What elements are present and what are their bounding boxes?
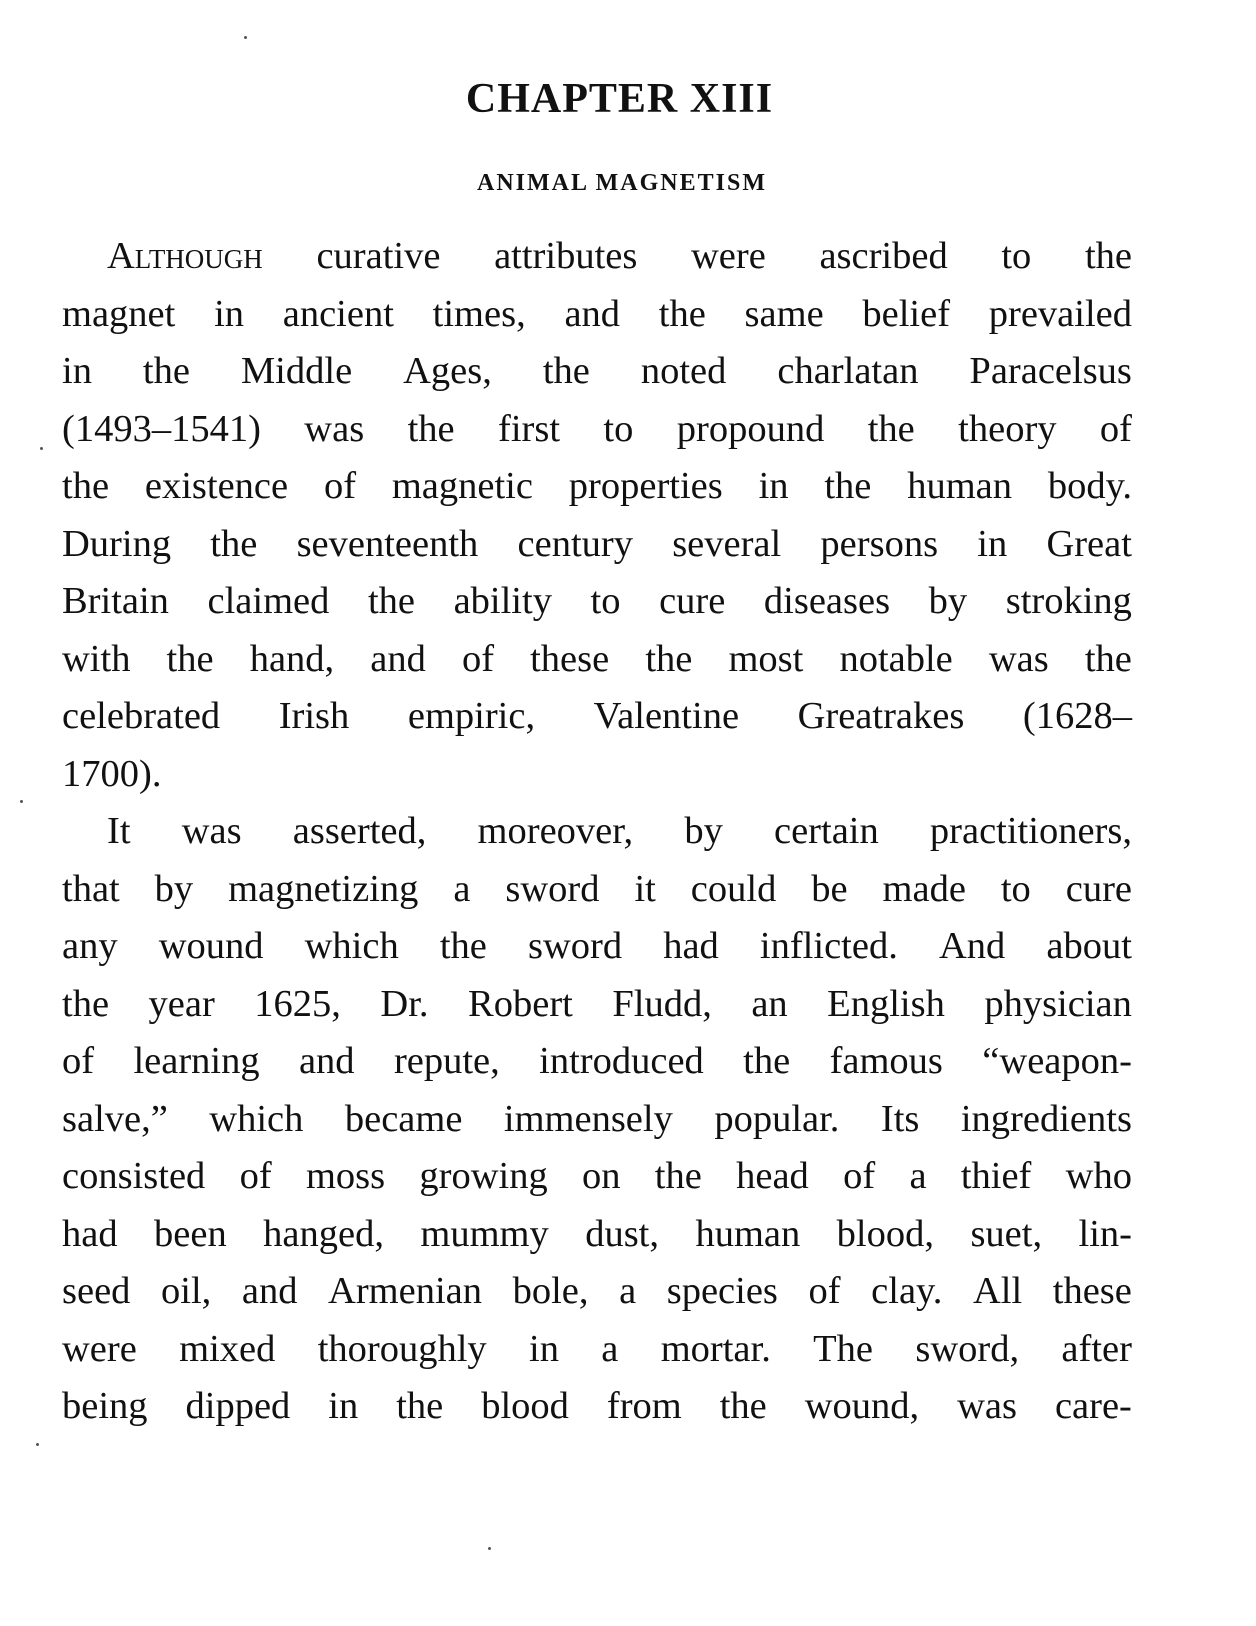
word: head <box>736 1155 809 1197</box>
word: Fludd, <box>612 982 712 1025</box>
word: first <box>498 407 561 450</box>
word: that <box>62 867 120 910</box>
word: dust, <box>585 1212 659 1255</box>
word: by <box>684 810 723 852</box>
word: most <box>728 637 804 680</box>
text-line <box>62 1321 1132 1379</box>
paragraph-1 <box>62 228 1132 803</box>
word: of <box>461 637 495 680</box>
word: magnetizing <box>228 867 419 910</box>
text-line <box>62 688 1132 746</box>
word: the <box>1084 637 1132 680</box>
word: these <box>530 637 610 680</box>
word: the <box>62 982 110 1025</box>
word: from <box>606 1385 682 1427</box>
word: English <box>827 982 945 1025</box>
book-page <box>62 70 1132 1436</box>
word: diseases <box>763 580 891 622</box>
word: the <box>407 407 455 450</box>
text-line <box>62 803 1132 861</box>
word: was <box>181 810 242 852</box>
text-line <box>62 401 1132 459</box>
word: blood <box>481 1385 569 1427</box>
word: human <box>695 1212 801 1255</box>
word: was <box>957 1385 1017 1427</box>
word: sword, <box>915 1327 1020 1370</box>
word: a <box>619 1270 637 1312</box>
word: the <box>166 637 214 680</box>
text-line <box>62 1206 1132 1264</box>
word: popular. <box>714 1097 840 1140</box>
word: During <box>62 522 172 565</box>
word: about <box>1046 925 1132 967</box>
word: to <box>1001 235 1032 277</box>
word: certain <box>774 810 879 852</box>
word: in <box>977 522 1008 565</box>
word: the <box>142 350 190 392</box>
word: of <box>808 1270 841 1312</box>
word: the <box>367 580 415 622</box>
word: famous <box>829 1040 943 1082</box>
word: which <box>209 1097 304 1140</box>
word: thief <box>960 1155 1032 1197</box>
chapter-title: CHAPTER XIII <box>465 76 774 122</box>
word: of <box>239 1155 272 1197</box>
word: charlatan <box>777 350 919 392</box>
word: and <box>370 637 426 680</box>
word: Irish <box>278 695 350 737</box>
word: wound <box>158 925 264 967</box>
word: of <box>62 1040 95 1082</box>
word: the <box>542 350 590 392</box>
chapter-body <box>62 228 1132 1436</box>
text-line <box>62 516 1132 574</box>
word: and <box>241 1270 298 1312</box>
word: after <box>1061 1327 1132 1370</box>
word: ability <box>453 580 552 622</box>
word: claimed <box>207 580 330 622</box>
word: Although <box>107 235 263 277</box>
word: been <box>154 1212 227 1255</box>
word: the <box>396 1385 444 1427</box>
word: mixed <box>179 1327 276 1370</box>
word: in <box>214 292 245 335</box>
word: Great <box>1046 522 1132 565</box>
word: Its <box>880 1097 920 1140</box>
word: to <box>1000 867 1031 910</box>
word: The <box>813 1327 874 1370</box>
word: ascribed <box>819 235 948 277</box>
word: dipped <box>185 1385 291 1427</box>
word: the <box>719 1385 767 1427</box>
word: by <box>154 867 194 910</box>
word: of <box>843 1155 876 1197</box>
text-line <box>62 343 1132 401</box>
word: was <box>304 407 365 450</box>
word: mummy <box>420 1212 549 1255</box>
word: the <box>210 522 258 565</box>
word: the <box>645 637 693 680</box>
word: attributes <box>494 235 638 277</box>
text-line <box>62 1378 1132 1436</box>
word: celebrated <box>62 695 221 737</box>
word: lin- <box>1078 1212 1132 1255</box>
word: had <box>62 1212 118 1255</box>
word: the <box>1084 235 1132 277</box>
word: being <box>62 1385 148 1427</box>
word: physician <box>984 982 1132 1025</box>
word: a <box>453 867 471 910</box>
word: Paracelsus <box>969 350 1132 392</box>
word: Middle <box>240 350 353 392</box>
word: with <box>62 637 131 680</box>
word: suet, <box>970 1212 1043 1255</box>
word: stroking <box>1005 580 1132 622</box>
word: which <box>304 925 399 967</box>
word: made <box>882 867 966 910</box>
word: theory <box>958 407 1057 450</box>
word: noted <box>640 350 727 392</box>
word: “weapon- <box>982 1040 1132 1082</box>
word: any <box>62 925 118 967</box>
word: human <box>907 465 1013 507</box>
word: propound <box>676 407 825 450</box>
scan-speck <box>20 800 23 803</box>
word: properties <box>568 465 723 507</box>
word: learning <box>133 1040 260 1082</box>
word: were <box>691 235 766 277</box>
word: mortar. <box>660 1327 771 1370</box>
word: growing <box>419 1155 548 1197</box>
word: empiric, <box>407 695 536 737</box>
word: moss <box>305 1155 386 1197</box>
word: hanged, <box>263 1212 384 1255</box>
word: century <box>517 522 633 565</box>
word: sword <box>527 925 623 967</box>
paragraph-2 <box>62 803 1132 1436</box>
word: and <box>564 292 621 335</box>
text-line <box>62 1091 1132 1149</box>
word: All <box>972 1270 1023 1312</box>
word: inflicted. <box>759 925 898 967</box>
word: Robert <box>468 982 573 1025</box>
word: existence <box>144 465 289 507</box>
chapter-subtitle: ANIMAL MAGNETISM <box>476 170 767 196</box>
word: curative <box>316 235 441 277</box>
word: on <box>582 1155 621 1197</box>
word: ancient <box>282 292 394 335</box>
word: persons <box>820 522 939 565</box>
word: of <box>323 465 357 507</box>
word: immensely <box>503 1097 673 1140</box>
word: salve,” <box>62 1097 168 1140</box>
word: the <box>654 1155 702 1197</box>
word: could <box>690 867 777 910</box>
scan-speck <box>488 1547 491 1550</box>
word: belief <box>862 292 951 335</box>
scan-speck <box>244 36 247 39</box>
word: year <box>148 982 215 1025</box>
word: the <box>824 465 872 507</box>
word: Valentine <box>593 695 740 737</box>
word: thoroughly <box>317 1327 487 1370</box>
word: asserted, <box>292 810 427 852</box>
word: blood, <box>836 1212 934 1255</box>
word: the <box>867 407 915 450</box>
text-line <box>62 746 1132 804</box>
scan-speck <box>36 1443 39 1446</box>
word: Ages, <box>403 350 492 392</box>
text-line <box>62 458 1132 516</box>
word: and <box>298 1040 355 1082</box>
scan-speck <box>40 447 43 450</box>
word: to <box>603 407 634 450</box>
word: the <box>439 925 487 967</box>
word: became <box>344 1097 463 1140</box>
word: ingredients <box>960 1097 1132 1140</box>
word: Greatrakes <box>797 695 965 737</box>
word: care- <box>1054 1385 1132 1427</box>
text-line <box>62 1263 1132 1321</box>
word: a <box>601 1327 619 1370</box>
word: practitioners, <box>929 810 1132 852</box>
word: it <box>634 867 656 910</box>
word: species <box>666 1270 778 1312</box>
text-line <box>62 228 1132 286</box>
text-line <box>62 861 1132 919</box>
word: magnet <box>62 292 176 335</box>
word: bole, <box>512 1270 589 1312</box>
text-line <box>62 976 1132 1034</box>
word: magnetic <box>391 465 533 507</box>
word: to <box>590 580 621 622</box>
word: Britain <box>62 580 169 622</box>
word: the <box>62 465 110 507</box>
word: consisted <box>62 1155 206 1197</box>
word: (1493–1541) <box>62 407 261 450</box>
word: were <box>62 1327 137 1370</box>
word: (1628– <box>1022 695 1132 737</box>
word: the <box>658 292 706 335</box>
text-line <box>62 631 1132 689</box>
word: the <box>743 1040 791 1082</box>
word: in <box>758 465 789 507</box>
word: a <box>909 1155 927 1197</box>
word: seventeenth <box>296 522 479 565</box>
word: an <box>751 982 788 1025</box>
word: several <box>672 522 782 565</box>
word: oil, <box>161 1270 212 1312</box>
word: It <box>107 810 131 852</box>
text-line <box>62 1033 1132 1091</box>
word: 1700). <box>62 752 162 795</box>
word: repute, <box>393 1040 500 1082</box>
text-line <box>62 1148 1132 1206</box>
word: Armenian <box>328 1270 482 1312</box>
word: And <box>938 925 1006 967</box>
word: notable <box>839 637 953 680</box>
word: these <box>1052 1270 1132 1312</box>
word: had <box>663 925 719 967</box>
word: cure <box>659 580 726 622</box>
word: prevailed <box>988 292 1132 335</box>
word: seed <box>62 1270 131 1312</box>
word: moreover, <box>477 810 634 852</box>
word: of <box>1099 407 1132 450</box>
word: hand, <box>249 637 335 680</box>
word: times, <box>432 292 526 335</box>
text-line <box>62 918 1132 976</box>
word: sword <box>505 867 600 910</box>
word: who <box>1065 1155 1132 1197</box>
word: in <box>62 350 92 392</box>
text-line <box>62 286 1132 344</box>
word: be <box>811 867 848 910</box>
word: in <box>529 1327 559 1370</box>
word: by <box>928 580 968 622</box>
word: clay. <box>871 1270 943 1312</box>
word: was <box>988 637 1049 680</box>
word: Dr. <box>380 982 429 1025</box>
word: introduced <box>539 1040 704 1082</box>
word: wound, <box>804 1385 920 1427</box>
word: body. <box>1047 465 1132 507</box>
word: same <box>744 292 824 335</box>
text-line <box>62 573 1132 631</box>
word: in <box>328 1385 359 1427</box>
word: 1625, <box>254 982 341 1025</box>
word: cure <box>1065 867 1132 910</box>
